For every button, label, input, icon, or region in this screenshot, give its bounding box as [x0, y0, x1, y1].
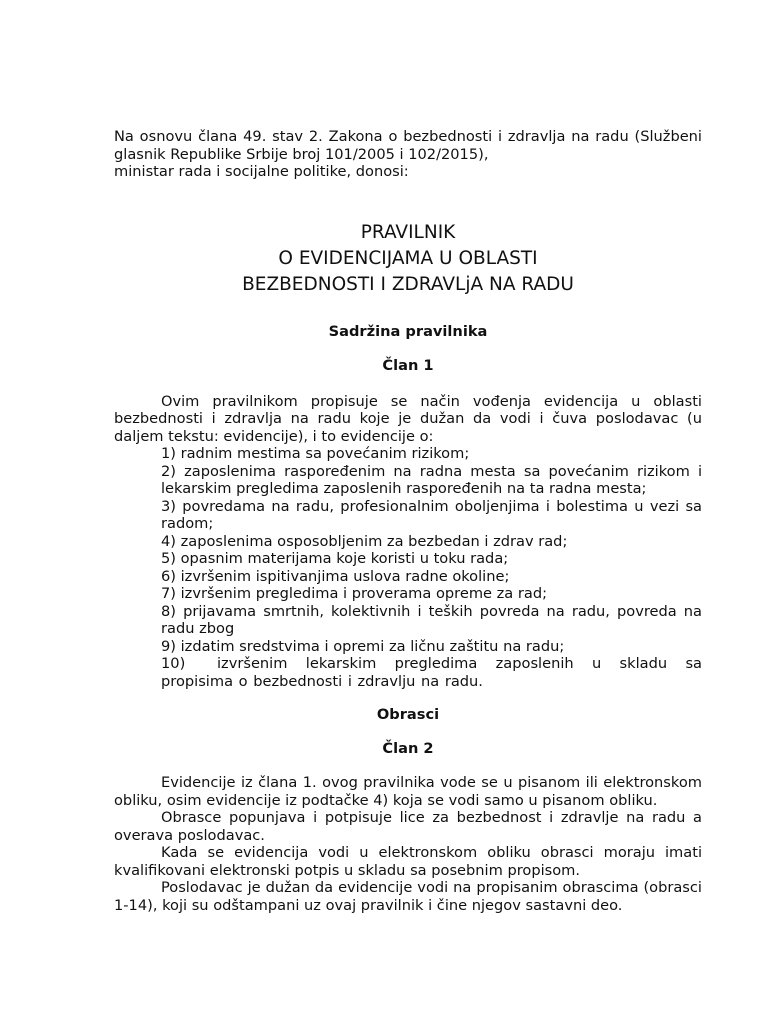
list-item: 8) prijavama smrtnih, kolektivnih i teških povreda na radu, povreda na radu zbog: [161, 602, 702, 637]
list-item: 9) izdatim sredstvima i opremi za ličnu zaštitu na radu;: [161, 637, 565, 655]
section-heading: Sadržina pravilnika: [328, 322, 488, 340]
title-line: BEZBEDNOSTI I ZDRAVLjA NA RADU: [242, 273, 574, 295]
article-paragraph: Obrasce popunjava i potpisuje lice za bezbednost i zdravlje na radu a overava poslodavac.: [114, 809, 702, 844]
article-heading: Član 2: [382, 739, 434, 757]
article-paragraph: Kada se evidencija vodi u elektronskom obliku obrasci moraju imati kvalifikovani elektronski potpis u skladu sa posebnim propisom.: [114, 844, 702, 879]
list-item: 3) povredama na radu, profesionalnim oboljenjima i bolestima u vezi sa radom;: [161, 497, 702, 532]
list-item: [114, 655, 702, 690]
list-item: 2) zaposlenima raspoređenim na radna mesta sa povećanim rizikom i lekarskim pregledima zaposlenih raspoređenih na ta radna mesta;: [161, 462, 702, 497]
preamble-text: Na osnovu člana 49. stav 2. Zakona o bezbednosti i zdravlja na radu (Službeni glasnik Republike Srbije broj 101/2005 i 102/2015),: [114, 128, 702, 163]
article-paragraph: Poslodavac je dužan da evidencije vodi na propisanim obrascima (obrasci 1-14), koji su odštampani uz ovaj pravilnik i čine njegov sastavni deo.: [114, 879, 702, 914]
list-item: 7) izvršenim pregledima i proverama opreme za rad;: [161, 585, 548, 602]
article-heading: Član 1: [382, 357, 434, 374]
article-paragraph: Ovim pravilnikom propisuje se način vođenja evidencija u oblasti bezbednosti i zdravlja na radu koje je dužan da vodi i čuva poslodavac (u daljem tekstu: evidencije), i to evidencije o:: [114, 392, 702, 445]
title-line: PRAVILNIK: [360, 221, 456, 243]
list-item-number: 10): [161, 655, 186, 672]
document-page: [114, 128, 702, 914]
list-item: 1) radnim mestima sa povećanim rizikom;: [161, 445, 470, 462]
article-body: [114, 774, 702, 914]
list-item-text: izvršenim lekarskim pregledima zaposlenih u skladu sa propisima o bezbednosti i zdravlju na radu.: [161, 655, 702, 690]
preamble-text-continued: ministar rada i socijalne politike, donosi:: [114, 163, 409, 180]
document-title: [114, 220, 702, 298]
list-item: 5) opasnim materijama koje koristi u toku rada;: [161, 550, 509, 567]
section-heading: Obrasci: [376, 706, 440, 723]
evidence-list: [114, 445, 702, 690]
list-item: 4) zaposlenima osposobljenim za bezbedan i zdrav rad;: [161, 532, 568, 550]
list-item: 6) izvršenim ispitivanjima uslova radne okoline;: [161, 567, 510, 585]
article-paragraph: Evidencije iz člana 1. ovog pravilnika vode se u pisanom ili elektronskom obliku, osim evidencije iz podtačke 4) koja se vodi samo u pisanom obliku.: [114, 774, 702, 809]
title-line: O EVIDENCIJAMA U OBLASTI: [278, 247, 538, 269]
